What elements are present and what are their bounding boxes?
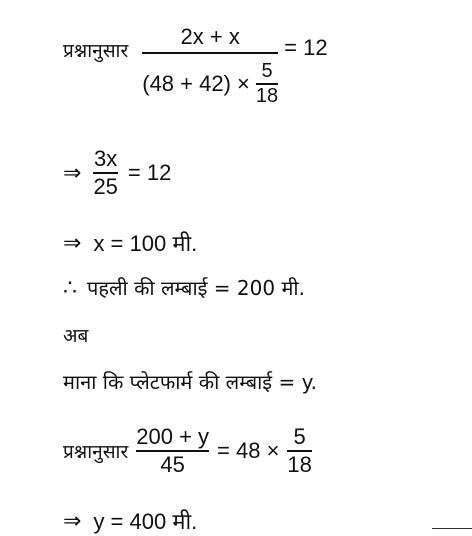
ab-text: अब <box>63 325 89 347</box>
numerator-200-plus-y: 200 + y <box>136 424 210 449</box>
equation-line-1 <box>63 24 328 108</box>
label-prashnanusar: प्रश्नानुसार <box>63 40 129 62</box>
y-equals-400: y = 400 मी. <box>93 509 198 534</box>
equation-line-8 <box>63 506 197 536</box>
equation-line-4 <box>63 274 305 301</box>
fraction-main <box>142 24 278 108</box>
label-prashnanusar: प्रश्नानुसार <box>63 441 129 463</box>
fraction-5-18 <box>287 424 311 478</box>
implies-arrow: ⇒ <box>63 160 82 185</box>
length-first-text: पहली की लम्बाई = 200 मी. <box>87 276 305 300</box>
denominator-45: 45 <box>160 452 185 477</box>
denominator <box>142 54 278 108</box>
frac-den-18: 18 <box>255 85 279 107</box>
equation-line-6 <box>63 368 317 395</box>
platform-assumption-text: माना कि प्लेटफार्म की लम्बाई = y. <box>63 370 317 394</box>
bottom-rule-line <box>432 528 472 529</box>
equation-line-5 <box>63 322 88 348</box>
equation-line-3 <box>63 228 197 258</box>
x-equals-100: x = 100 मी. <box>93 231 198 256</box>
equals-12: = 12 <box>127 160 172 185</box>
numerator-3x: 3x <box>94 146 118 171</box>
frac-num-5: 5 <box>293 424 306 449</box>
frac-num-5: 5 <box>261 60 273 82</box>
fraction-3x-25 <box>93 146 117 200</box>
frac-den-18: 18 <box>287 452 312 477</box>
denominator-paren: (48 + 42) × <box>142 71 250 96</box>
equals-12: = 12 <box>284 35 328 60</box>
equation-line-7 <box>63 424 312 478</box>
fraction-5-18 <box>256 60 278 108</box>
therefore-symbol: ∴ <box>63 274 77 300</box>
numerator-2x-plus-x: 2x + x <box>180 24 240 49</box>
implies-arrow: ⇒ <box>63 508 82 533</box>
equals-48-times: = 48 × <box>217 438 280 463</box>
equation-line-2 <box>63 146 171 200</box>
fraction-200-plus-y <box>136 424 209 478</box>
denominator-25: 25 <box>93 174 118 199</box>
implies-arrow: ⇒ <box>63 230 82 255</box>
